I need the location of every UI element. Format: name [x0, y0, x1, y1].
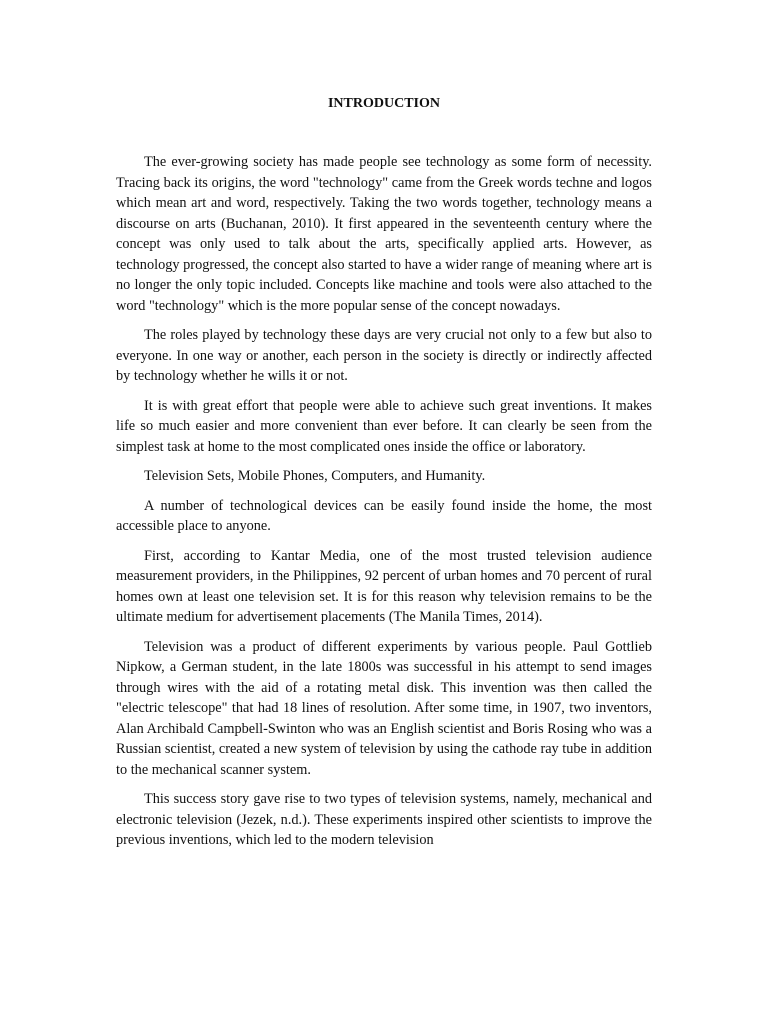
- paragraph-kantar-media: First, according to Kantar Media, one of the most trusted television audience measurement providers, in the Philippines, 92 percent of urban homes and 70 percent of rural homes own at least one television set. It is for this reason why television remains to be the ultimate medium for advertisement placements (The Manila Times, 2014).: [116, 547, 652, 625]
- paragraph-home-devices: A number of technological devices can be easily found inside the home, the most accessible place to anyone.: [116, 497, 652, 534]
- paragraph-technology-roles: The roles played by technology these days are very crucial not only to a few but also to everyone. In one way or another, each person in the society is directly or indirectly affected by technology whether he wills it or not.: [116, 327, 652, 384]
- paragraph-great-inventions: It is with great effort that people were able to achieve such great inventions. It makes life so much easier and more convenient than ever before. It can clearly be seen from the simplest task at home to the most complicated ones inside the office or laboratory.: [116, 397, 652, 455]
- paragraph-technology-origins: The ever-growing society has made people see technology as some form of necessity. Tracing back its origins, the word "technology" came from the Greek words techne and logos which mean art and word, respectively. Taking the two words together, technology means a discourse on arts (Buchanan, 2010). It first appeared in the seventeenth century where the concept was only used to talk about the arts, specifically applied arts. However, as technology progressed, the concept also started to have a wider range of meaning where art is no longer the only topic included. Concepts like machine and tools were also attached to the word "technology" which is the more popular sense of the concept nowadays.: [116, 154, 652, 314]
- paragraph-television-systems: This success story gave rise to two types of television systems, namely, mechanical and electronic television (Jezek, n.d.). These experiments inspired other scientists to improve the previous inventions, which led to the modern television: [116, 791, 652, 848]
- paragraph-television-history: Television was a product of different experiments by various people. Paul Gottlieb Nipkow, a German student, in the late 1800s was successful in his attempt to send images through wires with the aid of a rotating metal disk. This invention was then called the "electric telescope" that had 18 lines of resolution. After some time, in 1907, two inventors, Alan Archibald Campbell-Swinton who was an English scientist and Boris Rosing who was a Russian scientist, created a new system of television by using the cathode ray tube in addition to the mechanical scanner system.: [116, 638, 653, 778]
- section-heading-devices: Television Sets, Mobile Phones, Computers, and Humanity.: [144, 468, 486, 484]
- document-title: INTRODUCTION: [327, 96, 440, 111]
- document-body: [116, 94, 652, 860]
